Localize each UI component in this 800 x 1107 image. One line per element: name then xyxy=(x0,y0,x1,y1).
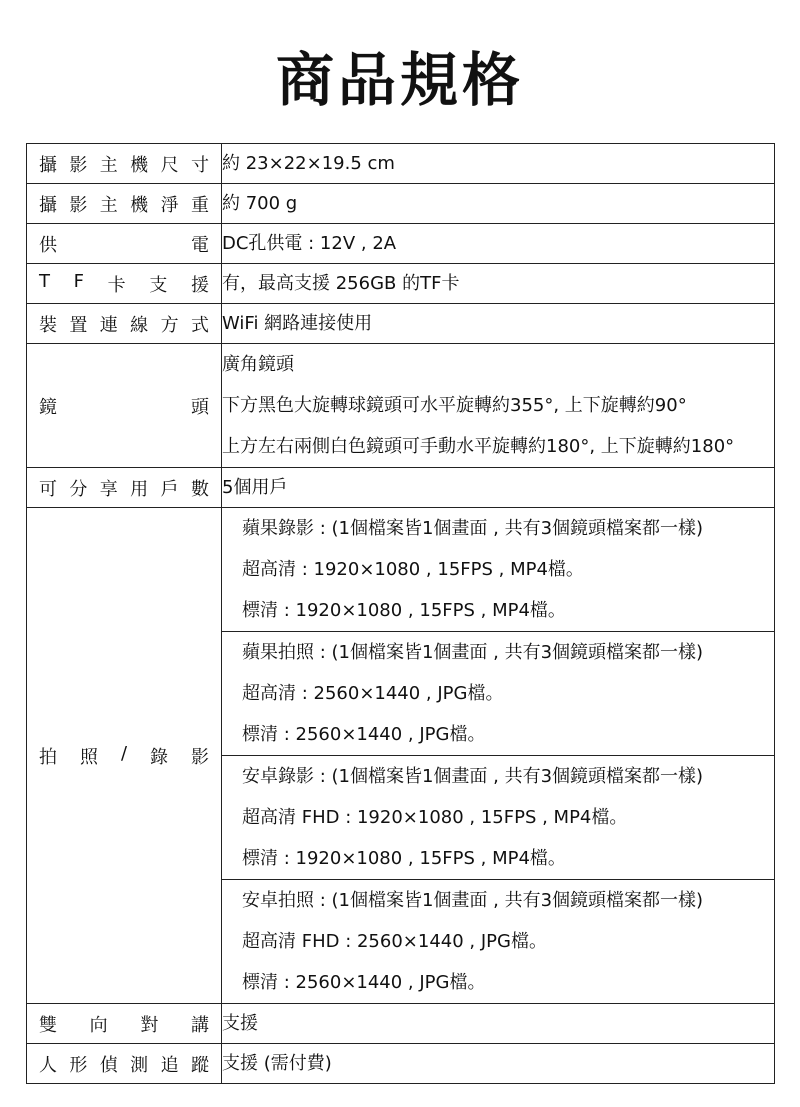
label-char: 享 xyxy=(99,478,118,500)
spec-label xyxy=(27,231,221,257)
spec-label-cell xyxy=(27,304,222,344)
label-char: 機 xyxy=(130,154,149,176)
spec-line: 超高清 : 1920×1080 , 15FPS , MP4檔。 xyxy=(242,559,584,580)
spec-line: 標清 : 1920×1080 , 15FPS , MP4檔。 xyxy=(242,600,566,621)
spec-label xyxy=(27,1011,221,1037)
spec-label-cell xyxy=(27,224,222,264)
capture-group xyxy=(222,880,774,1003)
page-title: 商品規格 xyxy=(275,46,524,114)
label-char: 方 xyxy=(160,314,179,336)
spec-label-cell xyxy=(27,468,222,508)
spec-label xyxy=(27,311,221,337)
spec-label-cell xyxy=(27,264,222,304)
label-char: 戶 xyxy=(160,478,179,500)
spec-value: 支援 (需付費) xyxy=(222,1044,775,1084)
label-char: 分 xyxy=(69,478,88,500)
spec-label xyxy=(27,271,221,297)
label-char: 卡 xyxy=(107,274,126,296)
spec-value: 有，最高支援 256GB 的TF卡 xyxy=(222,264,775,304)
label-char: F xyxy=(73,270,85,292)
spec-row-lens xyxy=(27,344,775,468)
label-char: 淨 xyxy=(160,194,179,216)
capture-group xyxy=(222,632,774,756)
label-char: / xyxy=(120,742,128,764)
spec-value: WiFi 網路連接使用 xyxy=(222,304,775,344)
spec-label xyxy=(27,743,221,769)
label-char: T xyxy=(39,270,50,292)
spec-value xyxy=(222,508,775,1004)
label-char: 援 xyxy=(190,274,209,296)
label-char: 錄 xyxy=(149,746,168,768)
label-char: 測 xyxy=(130,1054,149,1076)
label-char: 形 xyxy=(69,1054,88,1076)
spec-line: 安卓拍照 : (1個檔案皆1個畫面 , 共有3個鏡頭檔案都一樣) xyxy=(242,890,704,911)
label-char: 對 xyxy=(140,1014,159,1036)
label-char: 置 xyxy=(69,314,88,336)
label-char: 供 xyxy=(39,234,57,256)
spec-row-capture xyxy=(27,508,775,1004)
spec-row-talk xyxy=(27,1004,775,1044)
spec-row-power xyxy=(27,224,775,264)
label-char: 裝 xyxy=(39,314,57,336)
label-char: 主 xyxy=(99,194,118,216)
label-char: 蹤 xyxy=(190,1054,209,1076)
label-char: 影 xyxy=(69,154,88,176)
spec-line: 標清 : 2560×1440 , JPG檔。 xyxy=(242,724,486,745)
spec-line: 下方黑色大旋轉球鏡頭可水平旋轉約355°, 上下旋轉約90° xyxy=(222,395,687,416)
label-char: 式 xyxy=(190,314,209,336)
label-char: 電 xyxy=(191,234,209,256)
label-char: 向 xyxy=(89,1014,108,1036)
label-char: 照 xyxy=(79,746,98,768)
label-char: 鏡 xyxy=(39,396,57,418)
spec-line: 標清 : 1920×1080 , 15FPS , MP4檔。 xyxy=(242,848,566,869)
spec-line: 蘋果拍照 : (1個檔案皆1個畫面 , 共有3個鏡頭檔案都一樣) xyxy=(242,642,704,663)
label-char: 影 xyxy=(69,194,88,216)
label-char: 重 xyxy=(190,194,209,216)
spec-value: 5個用戶 xyxy=(222,468,775,508)
spec-line: 上方左右兩側白色鏡頭可手動水平旋轉約180°, 上下旋轉約180° xyxy=(222,436,735,457)
spec-label xyxy=(27,475,221,501)
spec-label-cell xyxy=(27,144,222,184)
spec-row-weight xyxy=(27,184,775,224)
label-char: 主 xyxy=(99,154,118,176)
spec-line: 超高清 FHD : 1920×1080 , 15FPS , MP4檔。 xyxy=(242,807,628,828)
spec-line: 安卓錄影 : (1個檔案皆1個畫面 , 共有3個鏡頭檔案都一樣) xyxy=(242,766,704,787)
label-char: 尺 xyxy=(160,154,179,176)
spec-label-cell xyxy=(27,344,222,468)
spec-line: 廣角鏡頭 xyxy=(222,354,294,375)
spec-label-cell xyxy=(27,1044,222,1084)
spec-row-users xyxy=(27,468,775,508)
spec-value xyxy=(222,344,775,468)
label-char: 機 xyxy=(130,194,149,216)
capture-group xyxy=(222,508,774,632)
label-char: 雙 xyxy=(39,1014,57,1036)
spec-value: 約 23×22×19.5 cm xyxy=(222,144,775,184)
spec-row-size xyxy=(27,144,775,184)
label-char: 偵 xyxy=(99,1054,118,1076)
label-char: 寸 xyxy=(190,154,209,176)
spec-label-cell xyxy=(27,184,222,224)
label-char: 追 xyxy=(160,1054,179,1076)
spec-label-cell xyxy=(27,508,222,1004)
spec-value: 支援 xyxy=(222,1004,775,1044)
spec-value: DC孔供電 : 12V , 2A xyxy=(222,224,775,264)
label-char: 支 xyxy=(149,274,168,296)
label-char: 講 xyxy=(190,1014,209,1036)
label-char: 數 xyxy=(190,478,209,500)
label-char: 頭 xyxy=(191,396,209,418)
spec-line: 蘋果錄影 : (1個檔案皆1個畫面 , 共有3個鏡頭檔案都一樣) xyxy=(242,518,704,539)
spec-value: 約 700 g xyxy=(222,184,775,224)
label-char: 拍 xyxy=(39,746,57,768)
label-char: 攝 xyxy=(39,154,57,176)
spec-line: 超高清 FHD : 2560×1440 , JPG檔。 xyxy=(242,931,547,952)
label-char: 影 xyxy=(190,746,209,768)
spec-table xyxy=(26,143,775,1084)
spec-label xyxy=(27,151,221,177)
label-char: 攝 xyxy=(39,194,57,216)
label-char: 用 xyxy=(130,478,149,500)
label-char: 線 xyxy=(130,314,149,336)
spec-line: 超高清 : 2560×1440 , JPG檔。 xyxy=(242,683,504,704)
label-char: 可 xyxy=(39,478,57,500)
spec-row-track xyxy=(27,1044,775,1084)
spec-label-cell xyxy=(27,1004,222,1044)
spec-row-connect xyxy=(27,304,775,344)
label-char: 人 xyxy=(39,1054,57,1076)
spec-row-tf xyxy=(27,264,775,304)
label-char: 連 xyxy=(99,314,118,336)
spec-label xyxy=(27,393,221,419)
spec-label xyxy=(27,1051,221,1077)
spec-label xyxy=(27,191,221,217)
capture-group xyxy=(222,756,774,880)
spec-line: 標清 : 2560×1440 , JPG檔。 xyxy=(242,972,486,993)
